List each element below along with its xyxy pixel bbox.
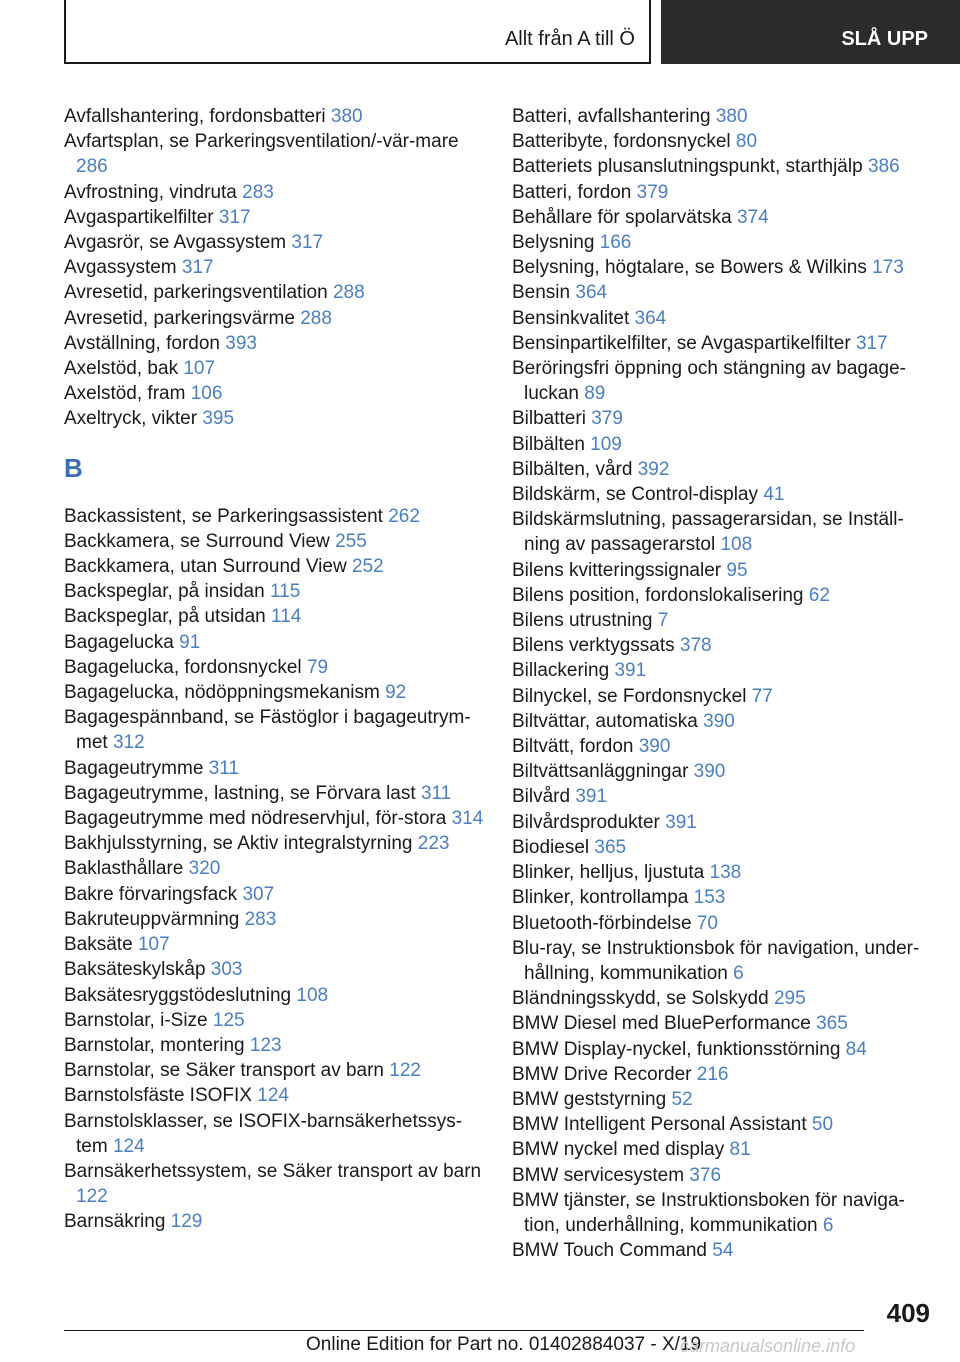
index-entry-page-link[interactable]: 390 <box>703 710 735 732</box>
index-entry-text: Batteriets plusanslutningspunkt, starthjälp <box>512 156 868 178</box>
index-entry-text: Avgaspartikelfilter <box>64 206 219 228</box>
index-entry-page-link[interactable]: 252 <box>351 556 384 578</box>
index-entry-text: Baksätesryggstödeslutning <box>64 984 297 1006</box>
index-entry-text: Bagagelucka, nödöppningsmekanism <box>64 682 386 704</box>
index-entry <box>512 558 932 583</box>
index-entry <box>512 154 932 179</box>
index-entry-text: Avresetid, parkeringsventilation <box>64 282 333 304</box>
index-entry <box>512 1163 932 1188</box>
index-entry-page-link[interactable]: 92 <box>385 682 407 704</box>
index-entry <box>64 331 484 356</box>
index-entry-page-link[interactable]: 307 <box>242 883 275 905</box>
index-entry-text: Barnsäkring <box>64 1211 171 1233</box>
index-entry-page-link[interactable]: 129 <box>170 1211 203 1233</box>
index-entry-text: Bagagelucka, fordonsnyckel <box>64 656 307 678</box>
index-entry <box>512 860 932 885</box>
index-entry-page-link[interactable]: 311 <box>208 757 239 779</box>
index-entry-text: BMW Touch Command <box>512 1240 713 1262</box>
index-entry-text: BMW nyckel med display <box>512 1139 730 1161</box>
index-entry <box>512 583 932 608</box>
index-entry <box>512 784 932 809</box>
index-entry-text: Backassistent, se Parkeringsassistent <box>64 505 389 527</box>
index-entry-text: Bagageutrymme, lastning, se Förvara last <box>64 782 421 804</box>
index-entry-text: Avfrostning, vindruta <box>64 181 243 203</box>
index-entry-page-link[interactable]: 288 <box>300 307 332 329</box>
index-entry-page-link[interactable]: 379 <box>636 181 669 203</box>
index-entry-page-link[interactable]: 62 <box>808 584 830 606</box>
index-entry-page-link[interactable]: 317 <box>291 232 324 254</box>
index-entry <box>64 529 484 554</box>
index-entry <box>512 406 932 431</box>
index-entry-text: Barnstolar, i-Size <box>64 1009 213 1031</box>
index-entry-page-link[interactable]: 81 <box>729 1139 751 1161</box>
index-entry-page-link[interactable]: 91 <box>179 631 201 653</box>
index-entry-page-link[interactable]: 108 <box>296 984 329 1006</box>
index-entry-page-link[interactable]: 390 <box>693 761 726 783</box>
index-entry-text: Avställning, fordon <box>64 332 226 354</box>
index-entry <box>512 180 932 205</box>
index-entry-page-link[interactable]: 283 <box>242 181 274 203</box>
index-entry-text: Batteribyte, fordonsnyckel <box>512 131 736 153</box>
index-entry <box>512 1137 932 1162</box>
index-entry-page-link[interactable]: 41 <box>763 484 785 506</box>
index-entry-text: Bensin <box>512 282 576 304</box>
index-entry-text: Avgasrör, se Avgassystem <box>64 232 292 254</box>
index-entry-page-link[interactable]: 393 <box>225 332 257 354</box>
index-entry <box>64 655 484 680</box>
index-entry-text: Avresetid, parkeringsvärme <box>64 307 301 329</box>
index-entry-page-link[interactable]: 95 <box>726 559 748 581</box>
index-entry-page-link[interactable]: 80 <box>735 131 758 153</box>
index-entry-text: Avgassystem <box>64 257 182 279</box>
index-entry-text: Axelstöd, bak <box>64 358 184 380</box>
index-entry <box>64 983 484 1008</box>
index-entry-text: Baksäteskylskåp <box>64 959 211 981</box>
index-entry-page-link[interactable]: 173 <box>872 257 904 279</box>
index-entry-text: Biltvätt, fordon <box>512 736 639 758</box>
index-entry <box>64 280 484 305</box>
index-entry-text: Barnsäkerhetssystem, se Säker transport av barn <box>64 1160 482 1182</box>
index-entry-text: Bilvård <box>512 786 576 808</box>
index-entry-text: Barnstolar, se Säker transport av barn <box>64 1060 390 1082</box>
index-entry <box>64 1209 484 1234</box>
index-entry-text: Bensinpartikelfilter, se Avgaspartikelfilter <box>512 332 856 354</box>
index-entry-text: Backkamera, utan Surround View <box>64 556 352 578</box>
index-entry-page-link[interactable]: 124 <box>112 1135 145 1157</box>
index-entry-page-link[interactable]: 391 <box>575 786 608 808</box>
index-entry <box>64 406 484 431</box>
index-entry-text: BMW servicesystem <box>512 1164 690 1186</box>
index-entry-text: Bagageutrymme med nödreservhjul, för-stora <box>64 808 452 830</box>
index-entry <box>512 280 932 305</box>
index-entry <box>64 129 484 179</box>
index-entry-page-link[interactable]: 376 <box>689 1164 722 1186</box>
index-entry-page-link[interactable]: 122 <box>389 1060 421 1082</box>
index-entry <box>64 381 484 406</box>
index-entry <box>64 907 484 932</box>
index-entry-page-link[interactable]: 365 <box>594 836 627 858</box>
index-entry-page-link[interactable]: 123 <box>249 1034 282 1056</box>
index-entry-page-link[interactable]: 255 <box>335 530 367 552</box>
index-entry-page-link[interactable]: 108 <box>720 534 753 556</box>
index-entry <box>64 356 484 381</box>
index-entry-page-link[interactable]: 109 <box>590 433 622 455</box>
index-entry-text: Bakruteuppvärmning <box>64 908 245 930</box>
page-number: 409 <box>886 1298 930 1328</box>
index-entry-text: Bensinkvalitet <box>512 307 635 329</box>
index-entry <box>64 957 484 982</box>
index-entry <box>512 507 932 557</box>
index-entry <box>512 759 932 784</box>
index-entry-page-link[interactable]: 295 <box>773 988 806 1010</box>
index-entry-page-link[interactable]: 138 <box>709 862 742 884</box>
index-entry-page-link[interactable]: 166 <box>599 232 632 254</box>
index-entry <box>64 680 484 705</box>
index-entry-text: Billackering <box>512 660 615 682</box>
index-entry <box>64 932 484 957</box>
index-entry-page-link[interactable]: 70 <box>696 912 718 934</box>
index-entry <box>512 1011 932 1036</box>
index-entry-text: Bluetooth-förbindelse <box>512 912 697 934</box>
index-entry-page-link[interactable]: 223 <box>417 833 450 855</box>
index-entry-page-link[interactable]: 52 <box>671 1088 693 1110</box>
index-entry-page-link[interactable]: 288 <box>332 282 365 304</box>
index-entry-page-link[interactable]: 379 <box>591 408 623 430</box>
tab-flip-lookup[interactable] <box>661 0 960 64</box>
index-entry-page-link[interactable]: 125 <box>212 1009 245 1031</box>
index-entry <box>512 1238 932 1263</box>
index-entry-text: Beröringsfri öppning och stängning av bagage-luckan <box>512 358 906 405</box>
index-entry-page-link[interactable]: 365 <box>816 1013 848 1035</box>
index-entry <box>512 1037 932 1062</box>
index-entry-text: Baklasthållare <box>64 858 189 880</box>
index-entry-page-link[interactable]: 89 <box>584 383 606 405</box>
index-entry <box>64 882 484 907</box>
index-entry <box>512 1062 932 1087</box>
index-entry-text: Axelstöd, fram <box>64 383 191 405</box>
footer-edition-text: Online Edition for Part no. 01402884037 - X/19 <box>306 1334 702 1355</box>
index-entry-text: Barnstolsfäste ISOFIX <box>64 1085 258 1107</box>
index-entry-text: Bilens utrustning <box>512 610 658 632</box>
index-entry <box>64 306 484 331</box>
footer-divider <box>64 1330 864 1331</box>
index-entry-text: BMW Intelligent Personal Assistant <box>512 1114 812 1136</box>
index-entry-page-link[interactable]: 364 <box>575 282 608 304</box>
index-entry-page-link[interactable]: 311 <box>420 782 452 804</box>
index-entry-text: Barnstolsklasser, se ISOFIX-barnsäkerhetssys-tem <box>64 1110 463 1157</box>
index-entry-page-link[interactable]: 317 <box>218 206 251 228</box>
index-entry-text: Bakhjulsstyrning, se Aktiv integralstyrning <box>64 833 418 855</box>
index-entry <box>512 885 932 910</box>
index-entry-page-link[interactable]: 84 <box>845 1038 867 1060</box>
index-entry-text: Belysning, högtalare, se Bowers & Wilkins <box>512 257 873 279</box>
index-entry-text: Belysning <box>512 232 600 254</box>
index-entry-text: Bilvårdsprodukter <box>512 811 666 833</box>
index-entry-text: Bländningsskydd, se Solskydd <box>512 988 774 1010</box>
index-entry <box>64 554 484 579</box>
index-entry <box>64 856 484 881</box>
index-entry <box>64 104 484 129</box>
index-entry-page-link[interactable]: 262 <box>388 505 420 527</box>
index-entry <box>64 180 484 205</box>
index-entry <box>512 1087 932 1112</box>
index-entry <box>512 608 932 633</box>
index-entry-page-link[interactable]: 392 <box>637 458 670 480</box>
index-entry <box>512 331 932 356</box>
index-entry <box>512 255 932 280</box>
index-entry <box>64 831 484 856</box>
index-entry-page-link[interactable]: 391 <box>614 660 647 682</box>
index-entry <box>512 457 932 482</box>
index-entry-page-link[interactable]: 106 <box>190 383 223 405</box>
index-entry <box>64 230 484 255</box>
index-entry-text: BMW Drive Recorder <box>512 1063 697 1085</box>
index-entry-page-link[interactable]: 115 <box>269 581 301 603</box>
index-entry-page-link[interactable]: 320 <box>188 858 221 880</box>
index-entry <box>64 255 484 280</box>
index-entry-page-link[interactable]: 314 <box>451 808 484 830</box>
section-letter: B <box>64 452 83 483</box>
index-entry-page-link[interactable]: 6 <box>733 962 744 984</box>
index-entry <box>512 684 932 709</box>
index-entry <box>64 705 484 755</box>
index-entry-text: Behållare för spolarvätska <box>512 206 737 228</box>
index-entry-page-link[interactable]: 50 <box>811 1114 834 1136</box>
index-entry-text: Bagageutrymme <box>64 757 209 779</box>
index-entry-text: Bakre förvaringsfack <box>64 883 243 905</box>
index-entry-page-link[interactable]: 317 <box>181 257 214 279</box>
index-entry-text: Backspeglar, på utsidan <box>64 606 272 628</box>
index-entry <box>512 205 932 230</box>
index-entry-page-link[interactable]: 153 <box>693 887 726 909</box>
index-entry <box>64 579 484 604</box>
index-entry <box>512 104 932 129</box>
index-entry-text: Blu-ray, se Instruktionsbok för navigation, under-hållning, kommunikation <box>512 937 920 984</box>
index-entry-text: Batteri, fordon <box>512 181 637 203</box>
index-entry-text: Batteri, avfallshantering <box>512 106 716 127</box>
index-entry <box>64 1033 484 1058</box>
header-tabs <box>64 0 960 64</box>
index-entry-text: BMW tjänster, se Instruktionsboken för naviga-tion, underhållning, kommunikation <box>512 1189 905 1236</box>
index-entry <box>512 1112 932 1137</box>
index-entry-page-link[interactable]: 6 <box>822 1214 834 1236</box>
index-entry <box>512 911 932 936</box>
index-entry-text: Biodiesel <box>512 836 595 858</box>
index-entry <box>512 230 932 255</box>
index-entry-page-link[interactable]: 378 <box>679 635 712 657</box>
index-entry-page-link[interactable]: 312 <box>112 732 145 754</box>
index-entry-page-link[interactable]: 380 <box>715 106 748 127</box>
index-entry-page-link[interactable]: 54 <box>712 1240 734 1262</box>
index-entry <box>512 734 932 759</box>
index-entry-text: Bilbälten, vård <box>512 458 638 480</box>
index-entry-page-link[interactable]: 107 <box>183 358 216 380</box>
index-entry-page-link[interactable]: 7 <box>657 610 669 632</box>
index-entry <box>512 432 932 457</box>
index-entry-page-link[interactable]: 303 <box>210 959 243 981</box>
index-entry-text: Bilens position, fordonslokalisering <box>512 584 809 606</box>
index-entry <box>64 1008 484 1033</box>
index-entry-page-link[interactable]: 391 <box>665 811 697 833</box>
tab-flip-label: SLÅ UPP <box>841 28 928 50</box>
index-entry <box>512 1188 932 1238</box>
index-entry-page-link[interactable]: 124 <box>257 1085 289 1107</box>
index-entry-text: Backspeglar, på insidan <box>64 581 270 603</box>
index-entry-page-link[interactable]: 216 <box>696 1063 729 1085</box>
index-entry <box>512 633 932 658</box>
index-entry-text: Blinker, helljus, ljustuta <box>512 862 710 884</box>
index-entry <box>512 482 932 507</box>
index-entry-page-link[interactable]: 364 <box>634 307 667 329</box>
index-entry-text: Avfallshantering, fordonsbatteri <box>64 106 331 127</box>
index-entry-page-link[interactable]: 380 <box>330 106 363 127</box>
index-entry <box>512 835 932 860</box>
index-entry <box>64 1109 484 1159</box>
index-entry-text: Blinker, kontrollampa <box>512 887 694 909</box>
index-entry-page-link[interactable]: 390 <box>638 736 671 758</box>
index-entry-text: Biltvättsanläggningar <box>512 761 694 783</box>
index-column-left <box>64 104 484 1235</box>
index-entry <box>64 630 484 655</box>
index-entry-page-link[interactable]: 317 <box>855 332 888 354</box>
index-entry <box>64 1083 484 1108</box>
tab-index-a-to-o[interactable] <box>64 0 651 64</box>
index-entry <box>64 205 484 230</box>
index-entry <box>64 504 484 529</box>
index-entry-page-link[interactable]: 286 <box>76 156 108 178</box>
index-entry <box>64 604 484 629</box>
index-entry-page-link[interactable]: 122 <box>76 1186 108 1208</box>
index-entry-text: Bildskärmslutning, passagerarsidan, se Inställ-ning av passagerarstol <box>512 509 904 556</box>
index-entry-text: Bilens kvitteringssignaler <box>512 559 727 581</box>
index-entry-text: Avfartsplan, se Parkeringsventilation/-vär-mare <box>64 131 459 153</box>
index-entry-text: Bagagespännband, se Fästöglor i bagageutrym-met <box>64 707 471 754</box>
index-entry-text: BMW Display-nyckel, funktionsstörning <box>512 1038 846 1060</box>
index-entry <box>512 306 932 331</box>
watermark: carmanualsonline.info <box>680 1336 856 1356</box>
index-entry-text: Bilnyckel, se Fordonsnyckel <box>512 685 752 707</box>
index-entry-text: BMW Diesel med BluePerformance <box>512 1013 817 1035</box>
index-entry-page-link[interactable]: 77 <box>751 685 773 707</box>
index-entry <box>512 810 932 835</box>
tab-index-label: Allt från A till Ö <box>504 28 635 50</box>
index-entry-text: Bagagelucka <box>64 631 180 653</box>
index-entry <box>512 936 932 986</box>
index-entry-text: Bilbatteri <box>512 408 592 430</box>
index-entry-page-link[interactable]: 114 <box>271 606 302 628</box>
index-entry <box>512 356 932 406</box>
index-entry-text: Barnstolar, montering <box>64 1034 250 1056</box>
index-entry-page-link[interactable]: 374 <box>736 206 769 228</box>
index-entry <box>512 709 932 734</box>
index-entry-page-link[interactable]: 107 <box>137 934 170 956</box>
index-entry <box>64 806 484 831</box>
index-entry-text: Bilbälten <box>512 433 591 455</box>
index-entry-text: Backkamera, se Surround View <box>64 530 336 552</box>
index-entry-text: BMW geststyrning <box>512 1088 672 1110</box>
index-entry-text: Biltvättar, automatiska <box>512 710 704 732</box>
index-entry <box>64 1159 484 1209</box>
index-entry-page-link[interactable]: 395 <box>202 408 235 430</box>
index-entry-text: Baksäte <box>64 934 138 956</box>
index-entry-text: Axeltryck, vikter <box>64 408 203 430</box>
index-entry-page-link[interactable]: 283 <box>244 908 277 930</box>
index-entry-page-link[interactable]: 79 <box>306 656 329 678</box>
index-entry <box>512 986 932 1011</box>
index-entry <box>512 129 932 154</box>
index-entry <box>64 1058 484 1083</box>
index-entry <box>512 658 932 683</box>
index-entry-page-link[interactable]: 386 <box>867 156 900 178</box>
index-entry <box>64 781 484 806</box>
index-column-right <box>512 104 932 1263</box>
index-entry-text: Bildskärm, se Control-display <box>512 484 764 506</box>
index-entry-text: Bilens verktygssats <box>512 635 680 657</box>
index-entry <box>64 756 484 781</box>
